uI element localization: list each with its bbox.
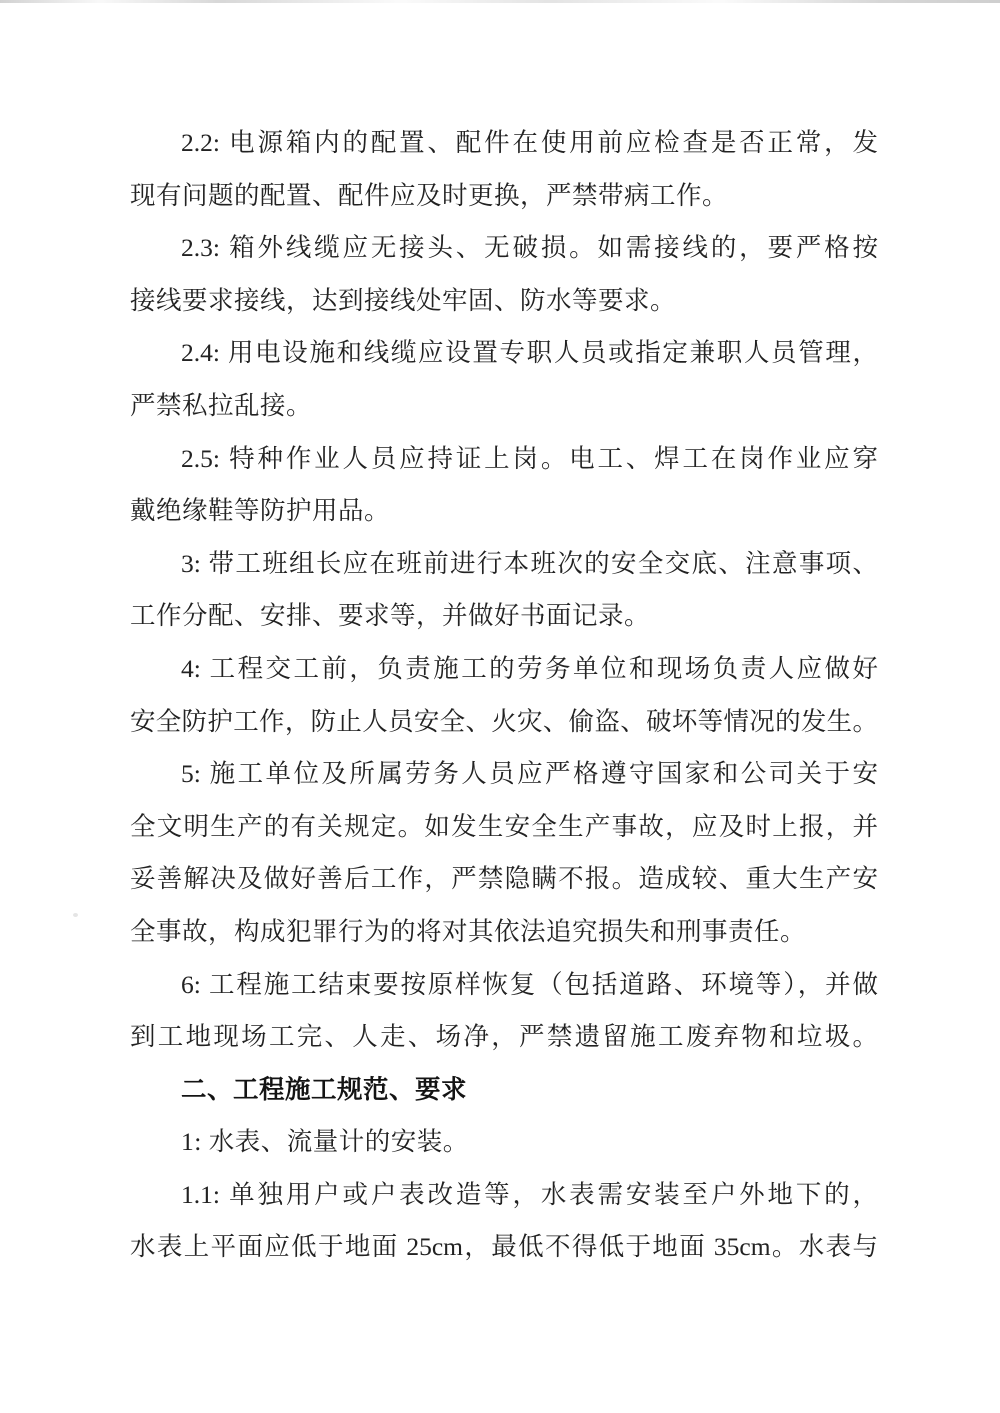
- text-line: 2.2: 电源箱内的配置、配件在使用前应检查是否正常，发: [181, 128, 878, 157]
- paragraph-3: [130, 538, 878, 643]
- scan-smudge-artifact: [73, 913, 78, 917]
- paragraph-4: [130, 643, 878, 748]
- scan-edge-artifact: [0, 0, 1000, 3]
- paragraph-6: [130, 959, 878, 1064]
- paragraph-2-2: [130, 117, 878, 222]
- paragraph-5: [130, 748, 878, 958]
- text-line: 妥善解决及做好善后工作，严禁隐瞒不报。造成较、重大生产安: [130, 864, 878, 894]
- paragraph-1: [130, 1116, 878, 1169]
- paragraph-2-4: [130, 327, 878, 432]
- text-line: 1: 水表、流量计的安装。: [181, 1127, 469, 1157]
- text-line: 2.3: 箱外线缆应无接头、无破损。如需接线的，要严格按: [181, 233, 878, 263]
- text-line: 全文明生产的有关规定。如发生安全生产事故，应及时上报，并: [130, 811, 878, 841]
- section-heading-text: 二、工程施工规范、要求: [181, 1074, 468, 1104]
- text-line: 工作分配、安排、要求等，并做好书面记录。: [130, 601, 651, 631]
- text-line: 2.5: 特种作业人员应持证上岗。电工、焊工在岗作业应穿: [181, 443, 878, 473]
- text-line: 接线要求接线，达到接线处牢固、防水等要求。: [130, 285, 677, 315]
- text-line: 3: 带工班组长应在班前进行本班次的安全交底、注意事项、: [181, 548, 878, 578]
- text-line: 到工地现场工完、人走、场净，严禁遗留施工废弃物和垃圾。: [130, 1022, 878, 1052]
- text-line: 全事故，构成犯罪行为的将对其依法追究损失和刑事责任。: [130, 916, 807, 946]
- paragraph-2-3: [130, 222, 878, 327]
- text-column: [130, 117, 878, 1274]
- text-line: 安全防护工作，防止人员安全、火灾、偷盗、破坏等情况的发生。: [130, 706, 878, 736]
- text-line: 4: 工程交工前，负责施工的劳务单位和现场负责人应做好: [181, 653, 878, 683]
- text-line: 6: 工程施工结束要按原样恢复（包括道路、环境等），并做: [181, 969, 878, 999]
- text-line: 5: 施工单位及所属劳务人员应严格遵守国家和公司关于安: [181, 759, 878, 789]
- text-line: 2.4: 用电设施和线缆应设置专职人员或指定兼职人员管理，: [181, 338, 878, 368]
- text-line: 严禁私拉乱接。: [130, 390, 313, 420]
- section-heading-2: [130, 1064, 878, 1117]
- text-line: 水表上平面应低于地面 25cm，最低不得低于地面 35cm。水表与: [130, 1232, 878, 1262]
- text-line: 现有问题的配置、配件应及时更换，严禁带病工作。: [130, 180, 729, 210]
- text-line: 戴绝缘鞋等防护用品。: [130, 496, 391, 526]
- paragraph-1-1: [130, 1169, 878, 1274]
- paragraph-2-5: [130, 433, 878, 538]
- text-line: 1.1: 单独用户或户表改造等，水表需安装至户外地下的，: [181, 1179, 878, 1209]
